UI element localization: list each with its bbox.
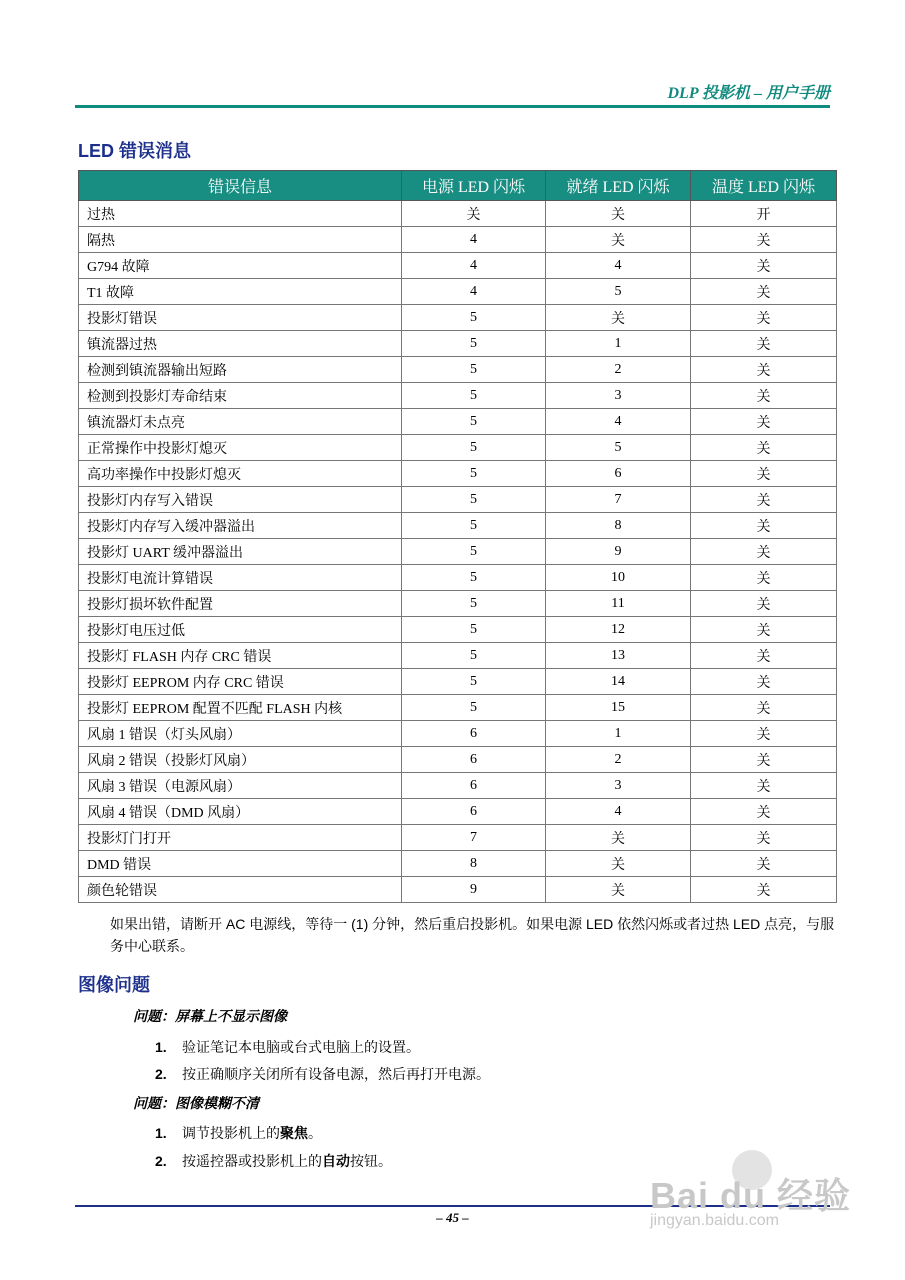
led-status-cell: 关 [691, 617, 837, 643]
error-message-cell: 颜色轮错误 [79, 877, 402, 903]
led-status-cell: 10 [546, 565, 691, 591]
led-status-cell: 关 [691, 227, 837, 253]
step-text: 验证笔记本电脑或台式电脑上的设置。 [182, 1039, 420, 1055]
column-header: 电源 LED 闪烁 [402, 171, 546, 201]
error-message-cell: 过热 [79, 201, 402, 227]
image-section-title: 图像问题 [78, 975, 150, 995]
problem-title: 问题：屏幕上不显示图像 [133, 1008, 287, 1024]
led-status-cell: 关 [546, 201, 691, 227]
step-text: 调节投影机上的 [182, 1125, 280, 1141]
watermark-url: jingyan.baidu.com [650, 1212, 779, 1229]
error-message-cell: 镇流器灯未点亮 [79, 409, 402, 435]
table-row [79, 305, 837, 331]
table-row [79, 539, 837, 565]
led-status-cell: 关 [691, 435, 837, 461]
led-status-cell: 4 [546, 253, 691, 279]
led-status-cell: 5 [402, 591, 546, 617]
error-message-cell: 镇流器过热 [79, 331, 402, 357]
led-status-cell: 关 [691, 877, 837, 903]
error-message-cell: 风扇 4 错误（DMD 风扇） [79, 799, 402, 825]
step-number: 2. [155, 1066, 167, 1082]
step-item [155, 1037, 420, 1057]
led-status-cell: 5 [402, 357, 546, 383]
led-status-cell: 关 [691, 279, 837, 305]
error-message-cell: G794 故障 [79, 253, 402, 279]
header-title: DLP 投影机 – 用户手册 [667, 85, 830, 102]
step-item [155, 1151, 392, 1171]
led-status-cell: 12 [546, 617, 691, 643]
error-message-cell: 投影灯 EEPROM 配置不匹配 FLASH 内核 [79, 695, 402, 721]
page-number: – 45 – [436, 1210, 469, 1225]
led-status-cell: 4 [402, 253, 546, 279]
table-row [79, 513, 837, 539]
led-status-cell: 4 [402, 279, 546, 305]
error-message-cell: 投影灯 UART 缓冲器溢出 [79, 539, 402, 565]
step-bold-term: 聚焦 [280, 1125, 308, 1141]
table-row [79, 669, 837, 695]
led-status-cell: 7 [402, 825, 546, 851]
table-row [79, 253, 837, 279]
error-message-cell: 高功率操作中投影灯熄灭 [79, 461, 402, 487]
led-status-cell: 3 [546, 383, 691, 409]
led-status-cell: 关 [691, 357, 837, 383]
led-status-cell: 关 [691, 851, 837, 877]
led-status-cell: 14 [546, 669, 691, 695]
led-status-cell: 5 [402, 513, 546, 539]
led-status-cell: 关 [691, 799, 837, 825]
led-status-cell: 2 [546, 357, 691, 383]
led-status-cell: 关 [546, 305, 691, 331]
error-note: 如果出错，请断开 AC 电源线，等待一 (1) 分钟，然后重启投影机。如果电源 LED 依然闪烁或者过热 LED 点亮，与服务中心联系。 [110, 916, 835, 954]
error-message-cell: 隔热 [79, 227, 402, 253]
led-status-cell: 4 [546, 409, 691, 435]
error-message-cell: 投影灯电流计算错误 [79, 565, 402, 591]
led-status-cell: 11 [546, 591, 691, 617]
led-status-cell: 5 [402, 669, 546, 695]
error-message-cell: T1 故障 [79, 279, 402, 305]
led-status-cell: 关 [691, 383, 837, 409]
led-section-title: LED 错误消息 [78, 141, 192, 161]
led-status-cell: 6 [402, 721, 546, 747]
led-status-cell: 关 [691, 773, 837, 799]
step-number: 1. [155, 1039, 167, 1055]
led-status-cell: 7 [546, 487, 691, 513]
led-status-cell: 关 [691, 669, 837, 695]
step-text-end: 。 [308, 1125, 322, 1141]
header-rule [75, 105, 830, 108]
led-status-cell: 5 [402, 461, 546, 487]
led-status-cell: 关 [691, 565, 837, 591]
led-status-cell: 5 [402, 331, 546, 357]
step-text: 按遥控器或投影机上的 [182, 1153, 322, 1169]
error-message-cell: 检测到投影灯寿命结束 [79, 383, 402, 409]
led-status-cell: 6 [402, 747, 546, 773]
error-message-cell: 风扇 1 错误（灯头风扇） [79, 721, 402, 747]
led-status-cell: 6 [402, 773, 546, 799]
led-status-cell: 关 [691, 591, 837, 617]
error-message-cell: 投影灯电压过低 [79, 617, 402, 643]
error-message-cell: 投影灯损坏软件配置 [79, 591, 402, 617]
led-status-cell: 开 [691, 201, 837, 227]
led-status-cell: 5 [402, 643, 546, 669]
led-status-cell: 5 [402, 539, 546, 565]
led-status-cell: 5 [546, 435, 691, 461]
led-status-cell: 关 [546, 227, 691, 253]
led-status-cell: 9 [546, 539, 691, 565]
led-status-cell: 关 [691, 747, 837, 773]
watermark-brand: Bai du 经验 [650, 1175, 852, 1216]
table-row [79, 877, 837, 903]
step-number: 2. [155, 1153, 167, 1169]
led-status-cell: 13 [546, 643, 691, 669]
error-message-cell: 投影灯门打开 [79, 825, 402, 851]
led-status-cell: 5 [402, 565, 546, 591]
table-row [79, 357, 837, 383]
table-row [79, 435, 837, 461]
error-message-cell: 投影灯内存写入缓冲器溢出 [79, 513, 402, 539]
led-status-cell: 关 [691, 825, 837, 851]
led-status-cell: 3 [546, 773, 691, 799]
table-row [79, 565, 837, 591]
led-status-cell: 2 [546, 747, 691, 773]
led-error-table [78, 170, 837, 903]
table-row [79, 773, 837, 799]
table-row [79, 799, 837, 825]
led-status-cell: 5 [402, 305, 546, 331]
step-item [155, 1064, 490, 1084]
problem-title: 问题：图像模糊不清 [133, 1095, 259, 1111]
led-status-cell: 5 [402, 487, 546, 513]
led-status-cell: 关 [691, 539, 837, 565]
table-row [79, 695, 837, 721]
step-item [155, 1123, 322, 1143]
table-row [79, 201, 837, 227]
table-row [79, 409, 837, 435]
led-status-cell: 关 [691, 331, 837, 357]
led-status-cell: 关 [546, 825, 691, 851]
error-message-cell: 检测到镇流器输出短路 [79, 357, 402, 383]
table-row [79, 851, 837, 877]
led-status-cell: 15 [546, 695, 691, 721]
led-status-cell: 1 [546, 721, 691, 747]
table-row [79, 617, 837, 643]
led-status-cell: 5 [546, 279, 691, 305]
led-status-cell: 5 [402, 435, 546, 461]
led-status-cell: 4 [546, 799, 691, 825]
table-row [79, 591, 837, 617]
error-message-cell: 投影灯内存写入错误 [79, 487, 402, 513]
led-status-cell: 关 [691, 721, 837, 747]
led-status-cell: 关 [691, 461, 837, 487]
column-header: 温度 LED 闪烁 [691, 171, 837, 201]
error-message-cell: 投影灯错误 [79, 305, 402, 331]
baidu-watermark [640, 1150, 860, 1240]
table-row [79, 279, 837, 305]
column-header: 就绪 LED 闪烁 [546, 171, 691, 201]
error-message-cell: DMD 错误 [79, 851, 402, 877]
led-status-cell: 5 [402, 617, 546, 643]
error-message-cell: 投影灯 EEPROM 内存 CRC 错误 [79, 669, 402, 695]
table-header-row [79, 171, 837, 201]
led-status-cell: 6 [546, 461, 691, 487]
led-status-cell: 关 [691, 513, 837, 539]
led-status-cell: 9 [402, 877, 546, 903]
table-row [79, 825, 837, 851]
table-row [79, 331, 837, 357]
step-text-end: 按钮。 [350, 1153, 392, 1169]
led-status-cell: 关 [546, 851, 691, 877]
led-status-cell: 1 [546, 331, 691, 357]
table-row [79, 487, 837, 513]
table-row [79, 227, 837, 253]
led-status-cell: 5 [402, 695, 546, 721]
table-row [79, 383, 837, 409]
error-message-cell: 正常操作中投影灯熄灭 [79, 435, 402, 461]
table-row [79, 747, 837, 773]
led-status-cell: 关 [691, 253, 837, 279]
led-status-cell: 关 [691, 487, 837, 513]
led-status-cell: 5 [402, 409, 546, 435]
led-status-cell: 关 [691, 695, 837, 721]
table-body [79, 201, 837, 903]
led-status-cell: 关 [402, 201, 546, 227]
error-message-cell: 风扇 2 错误（投影灯风扇） [79, 747, 402, 773]
led-status-cell: 8 [402, 851, 546, 877]
table-row [79, 721, 837, 747]
led-status-cell: 关 [691, 643, 837, 669]
step-text: 按正确顺序关闭所有设备电源，然后再打开电源。 [182, 1066, 490, 1082]
table-row [79, 643, 837, 669]
led-status-cell: 关 [546, 877, 691, 903]
column-header: 错误信息 [79, 171, 402, 201]
led-status-cell: 关 [691, 409, 837, 435]
step-number: 1. [155, 1125, 167, 1141]
error-message-cell: 投影灯 FLASH 内存 CRC 错误 [79, 643, 402, 669]
table-row [79, 461, 837, 487]
led-status-cell: 5 [402, 383, 546, 409]
led-status-cell: 6 [402, 799, 546, 825]
led-status-cell: 8 [546, 513, 691, 539]
led-status-cell: 4 [402, 227, 546, 253]
error-message-cell: 风扇 3 错误（电源风扇） [79, 773, 402, 799]
step-bold-term: 自动 [322, 1153, 350, 1169]
led-status-cell: 关 [691, 305, 837, 331]
